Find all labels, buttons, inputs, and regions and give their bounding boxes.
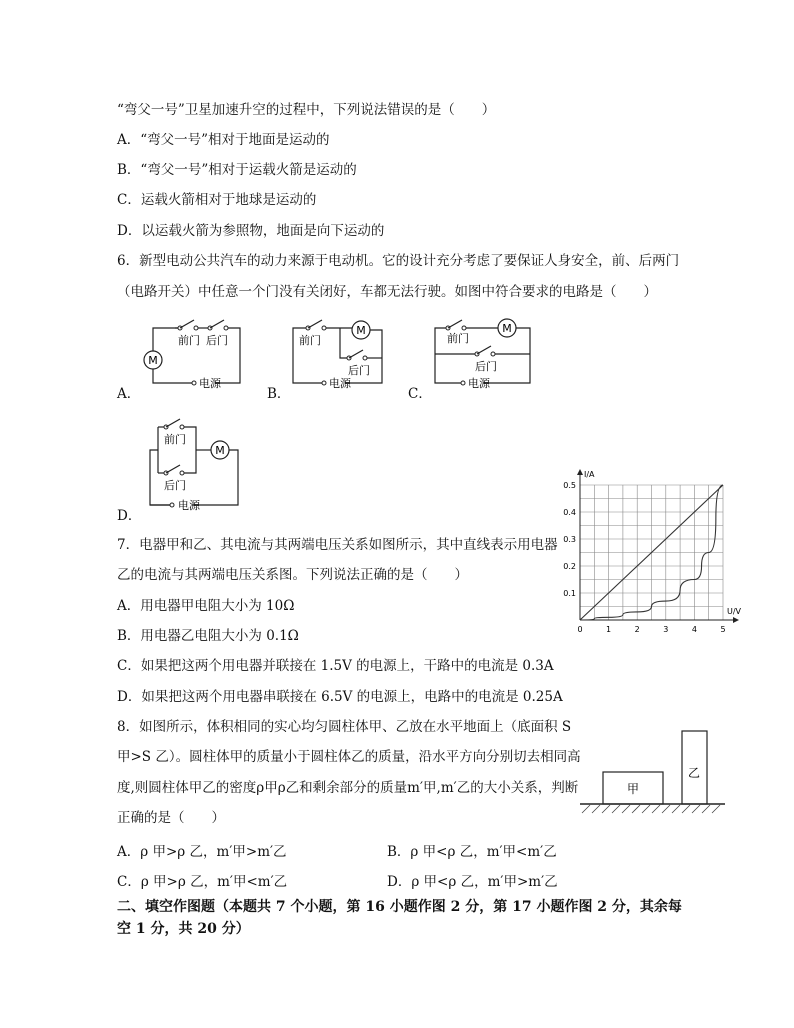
x-tick-label: 5 bbox=[720, 625, 726, 634]
power-label: 电源 bbox=[468, 377, 490, 390]
circuit-c-letter: C． bbox=[408, 386, 432, 402]
power-label: 电源 bbox=[199, 377, 221, 390]
q7-option-d: D．如果把这两个用电器串联接在 6.5V 的电源上，电路中的电流是 0.25A bbox=[117, 689, 563, 705]
x-tick-label: 2 bbox=[634, 625, 640, 634]
q8-stem-line4: 正确的是（ ） bbox=[117, 810, 225, 826]
q6-stem-line1: 6．新型电动公共汽车的动力来源于电动机。它的设计充分考虑了要保证人身安全，前、后两门 bbox=[117, 253, 680, 269]
q8-option-b: B．ρ 甲<ρ 乙，m′甲<m′乙 bbox=[387, 844, 557, 860]
q8-option-a: A．ρ 甲>ρ 乙，m′甲>m′乙 bbox=[117, 844, 287, 860]
q7-option-b: B．用电器乙电阻大小为 0.1Ω bbox=[117, 628, 299, 644]
y-tick-label: 0.1 bbox=[563, 589, 576, 598]
cylinder-jia-label: 甲 bbox=[626, 782, 640, 796]
back-door-label: 后门 bbox=[475, 360, 497, 373]
front-door-label: 前门 bbox=[299, 334, 321, 347]
circuit-a-letter: A． bbox=[117, 386, 141, 402]
back-door-label: 后门 bbox=[348, 364, 370, 377]
circuit-d bbox=[140, 415, 250, 515]
circuit-b bbox=[285, 318, 395, 393]
x-tick-label: 4 bbox=[691, 625, 697, 634]
q8-stem-line3: 度,则圆柱体甲乙的密度ρ甲ρ乙和剩余部分的质量m′甲,m′乙的大小关系，判断 bbox=[117, 780, 579, 796]
x-tick-label: 0 bbox=[577, 625, 583, 634]
q7-option-c: C．如果把这两个用电器并联接在 1.5V 的电源上，干路中的电流是 0.3A bbox=[117, 658, 554, 674]
q5-stem: “弯父一号”卫星加速升空的过程中，下列说法错误的是（ ） bbox=[117, 102, 496, 118]
section-2-title: 二、填空作图题（本题共 7 个小题，第 16 小题作图 2 分，第 17 小题作图 2 分，其余每空 1 分，共 20 分） bbox=[117, 899, 682, 937]
iu-chart bbox=[555, 462, 770, 632]
back-door-label: 后门 bbox=[164, 479, 186, 492]
circuit-c bbox=[425, 318, 540, 393]
x-axis-label: U/V bbox=[727, 607, 742, 616]
cylinders-figure bbox=[578, 725, 728, 820]
power-label: 电源 bbox=[329, 377, 351, 390]
motor-label: M bbox=[215, 444, 225, 457]
y-axis-label: I/A bbox=[584, 470, 595, 479]
q7-stem-line1: 7．电器甲和乙、其电流与其两端电压关系如图所示，其中直线表示用电器 bbox=[117, 537, 558, 553]
q8-stem-line1: 8．如图所示，体积相同的实心均匀圆柱体甲、乙放在水平地面上（底面积 S bbox=[117, 719, 572, 735]
motor-label: M bbox=[502, 322, 512, 335]
q5-option-c: C．运载火箭相对于地球是运动的 bbox=[117, 192, 317, 208]
q5-option-d: D．以运载火箭为参照物，地面是向下运动的 bbox=[117, 223, 385, 239]
motor-label: M bbox=[356, 324, 366, 337]
x-axis-arrow bbox=[733, 617, 739, 623]
x-tick-label: 3 bbox=[663, 625, 669, 634]
q8-option-d: D．ρ 甲<ρ 乙，m′甲>m′乙 bbox=[387, 874, 558, 890]
q5-option-a: A．“弯父一号”相对于地面是运动的 bbox=[117, 132, 330, 148]
y-tick-label: 0.5 bbox=[563, 481, 576, 490]
front-door-label: 前门 bbox=[164, 433, 186, 446]
q5-option-b: B．“弯父一号”相对于运载火箭是运动的 bbox=[117, 162, 357, 178]
circuit-d-letter: D． bbox=[117, 508, 142, 524]
y-tick-label: 0.4 bbox=[563, 508, 576, 517]
y-tick-label: 0.3 bbox=[563, 535, 576, 544]
y-tick-label: 0.2 bbox=[563, 562, 576, 571]
q8-option-c: C．ρ 甲>ρ 乙，m′甲<m′乙 bbox=[117, 874, 288, 890]
circuit-b-letter: B． bbox=[267, 386, 291, 402]
q8-stem-line2: 甲>S 乙）。圆柱体甲的质量小于圆柱体乙的质量，沿水平方向分别切去相同高 bbox=[117, 749, 581, 765]
q6-stem-line2: （电路开关）中任意一个门没有关闭好，车都无法行驶。如图中符合要求的电路是（ ） bbox=[117, 284, 657, 300]
circuit-a bbox=[130, 318, 250, 393]
power-label: 电源 bbox=[178, 499, 200, 512]
y-axis-arrow bbox=[577, 469, 583, 475]
cylinder-yi-label: 乙 bbox=[687, 766, 701, 780]
motor-label: M bbox=[148, 354, 158, 367]
x-tick-label: 1 bbox=[606, 625, 612, 634]
q7-stem-line2: 乙的电流与其两端电压关系图。下列说法正确的是（ ） bbox=[117, 567, 468, 583]
q7-option-a: A．用电器甲电阻大小为 10Ω bbox=[117, 598, 295, 614]
front-door-label: 前门 bbox=[447, 332, 469, 345]
front-door-label: 前门 bbox=[178, 334, 200, 347]
back-door-label: 后门 bbox=[206, 334, 228, 347]
